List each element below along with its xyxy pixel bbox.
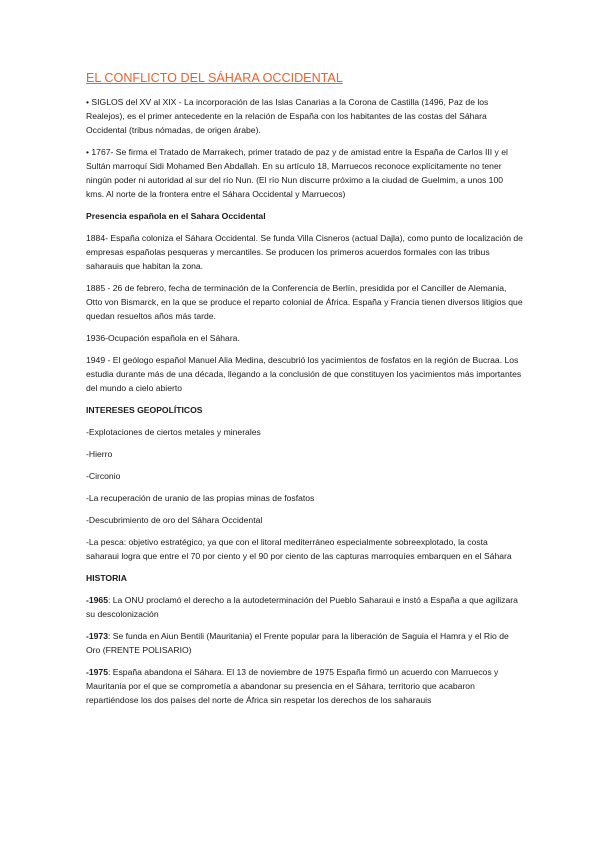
- section-heading-historia: HISTORIA: [86, 573, 127, 583]
- historia-text: : España abandona el Sáhara. El 13 de noviembre de 1975 España firmó un acuerdo con Marruecos y Mauritania por el que se comprometía a abandonar su presencia en el Sáhara, territorio que acabaron repartiéndose los dos países del norte de África sin respetar los derechos de los saharauis: [86, 667, 499, 705]
- section-heading-presencia: Presencia española en el Sahara Occidental: [86, 211, 266, 221]
- intereses-item: -Descubrimiento de oro del Sáhara Occidental: [86, 515, 263, 525]
- intereses-item: -La recuperación de uranio de las propias minas de fosfatos: [86, 493, 315, 503]
- historia-year: -1965: [86, 595, 108, 605]
- presencia-paragraph: 1936-Ocupación española en el Sáhara.: [86, 333, 240, 343]
- historia-text: : Se funda en Aiun Bentili (Mauritania) el Frente popular para la liberación de Saguia el Hamra y el Rio de Oro (FRENTE POLISARIO): [86, 631, 509, 655]
- intro-paragraph: • 1767- Se firma el Tratado de Marrakech, primer tratado de paz y de amistad entre la España de Carlos III y el Sultán marroquí Sidi Mohamed Ben Abdallah. En su artículo 18, Marruecos reconoce explícitamente no tener ningún poder ni autoridad al sur del río Nun. (El río Nun discurre próximo a la ciudad de Guelmim, a unos 100 kms. Al norte de la frontera entre el Sáhara Occidental y Marruecos): [86, 147, 508, 199]
- historia-text: : La ONU proclamó el derecho a la autodeterminación del Pueblo Saharaui e instó a España a que agilizara su descolonización: [86, 595, 518, 619]
- presencia-paragraph: 1884- España coloniza el Sáhara Occidental. Se funda Villa Cisneros (actual Dajla), como punto de localización de empresas españolas pesqueras y mercantiles. Se producen los primeros acuerdos formales con las tribus saharauis que habitan la zona.: [86, 233, 523, 271]
- historia-entry: [86, 665, 523, 707]
- presencia-paragraph: 1949 - El geólogo español Manuel Alia Medina, descubrió los yacimientos de fosfatos en la región de Bucraa. Los estudia durante más de una década, llegando a la conclusión de que constituyen los yacimientos más importantes del mundo a cielo abierto: [86, 355, 522, 393]
- intro-paragraph: • SIGLOS del XV al XIX - La incorporación de las Islas Canarias a la Corona de Castilla (1496, Paz de los Realejos), es el primer antecedente en la relación de España con los habitantes de las costas del Sáhara Occidental (tribus nómadas, de origen árabe).: [86, 97, 489, 135]
- historia-year: -1973: [86, 631, 108, 641]
- intereses-item: -Hierro: [86, 449, 113, 459]
- intereses-item: -Circonio: [86, 471, 121, 481]
- document-title: EL CONFLICTO DEL SÁHARA OCCIDENTAL: [86, 71, 343, 85]
- section-heading-intereses: INTERESES GEOPOLÍTICOS: [86, 405, 203, 415]
- historia-entry: [86, 629, 523, 657]
- intereses-item: -La pesca: objetivo estratégico, ya que con el litoral mediterráneo especialmente sobreexplotado, la costa saharaui logra que entre el 70 por ciento y el 90 por ciento de las capturas marroquíes embarquen en el Sáhara: [86, 537, 512, 561]
- historia-entry: [86, 593, 523, 621]
- intereses-item: -Explotaciones de ciertos metales y minerales: [86, 427, 261, 437]
- historia-year: -1975: [86, 667, 108, 677]
- presencia-paragraph: 1885 - 26 de febrero, fecha de terminación de la Conferencia de Berlín, presidida por el Canciller de Alemania, Otto von Bismarck, en la que se produce el reparto colonial de África. España y Francia tienen diversos litigios que quedan resueltos años más tarde.: [86, 283, 523, 321]
